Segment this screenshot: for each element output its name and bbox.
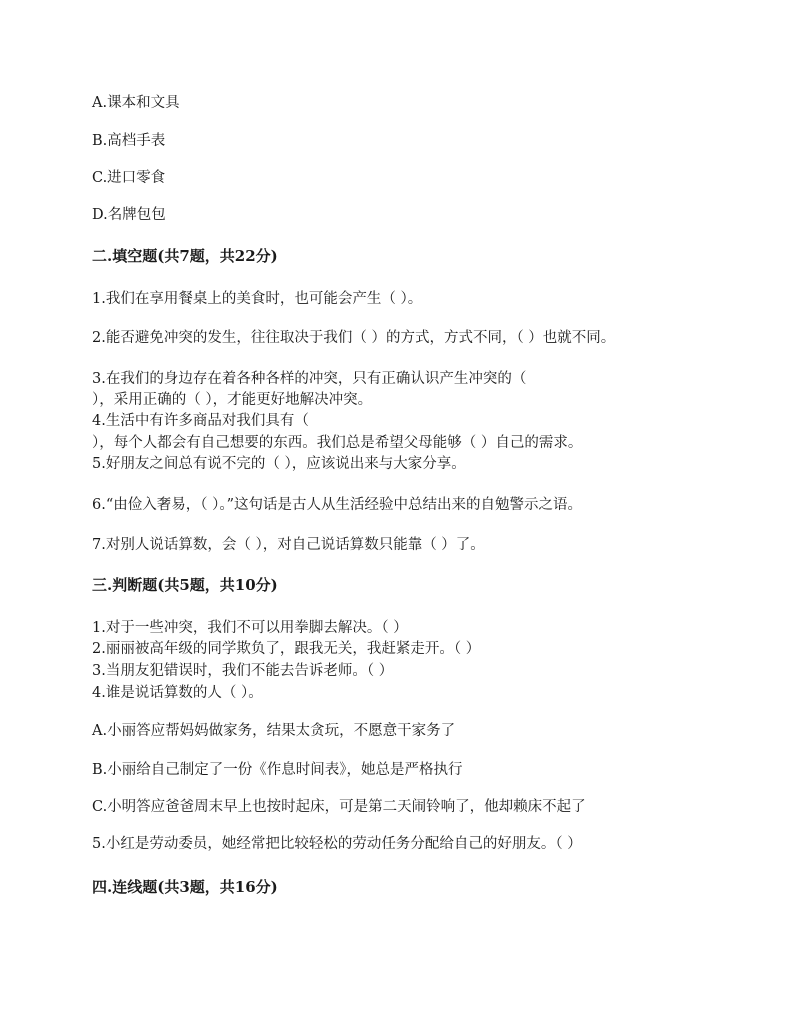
judge-question-5: 5.小红是劳动委员，她经常把比较轻松的劳动任务分配给自己的好朋友。（ ） xyxy=(92,836,582,852)
fill-question-7: 7.对别人说话算数，会（ ），对自己说话算数只能靠（ ）了。 xyxy=(92,537,485,553)
judge-question-4: 4.谁是说话算数的人（ ）。 xyxy=(92,685,263,701)
fill-question-1: 1.我们在享用餐桌上的美食时，也可能会产生（ ）。 xyxy=(92,291,423,307)
section-heading-fill: 二.填空题(共7题，共22分) xyxy=(92,247,278,265)
option-b: B.高档手表 xyxy=(92,133,166,149)
section-heading-match: 四.连线题(共3题，共16分) xyxy=(92,878,278,896)
fill-question-6: 6.“由俭入奢易，（ ）。”这句话是古人从生活经验中总结出来的自勉警示之语。 xyxy=(92,497,583,513)
option-d: D.名牌包包 xyxy=(92,207,166,223)
fill-question-4-line2: ），每个人都会有自己想要的东西。我们总是希望父母能够（ ）自己的需求。 xyxy=(92,435,583,451)
judge-option-c: C.小明答应爸爸周末早上也按时起床，可是第二天闹铃响了，他却赖床不起了 xyxy=(92,799,586,815)
fill-question-2: 2.能否避免冲突的发生，往往取决于我们（ ）的方式，方式不同，（ ）也就不同。 xyxy=(92,330,616,346)
judge-question-1: 1.对于一些冲突，我们不可以用拳脚去解决。（ ） xyxy=(92,620,408,636)
option-c: C.进口零食 xyxy=(92,170,166,186)
judge-question-3: 3.当朋友犯错误时，我们不能去告诉老师。（ ） xyxy=(92,663,394,679)
fill-question-5: 5.好朋友之间总有说不完的（ ），应该说出来与大家分享。 xyxy=(92,456,466,472)
judge-option-a: A.小丽答应帮妈妈做家务，结果太贪玩，不愿意干家务了 xyxy=(92,723,456,739)
option-a: A.课本和文具 xyxy=(92,95,180,111)
judge-question-2: 2.丽丽被高年级的同学欺负了，跟我无关，我赶紧走开。（ ） xyxy=(92,641,481,657)
fill-question-3-line1: 3.在我们的身边存在着各种各样的冲突，只有正确认识产生冲突的（ xyxy=(92,371,527,387)
section-heading-judge: 三.判断题(共5题，共10分) xyxy=(92,576,278,594)
fill-question-4-line1: 4.生活中有许多商品对我们具有（ xyxy=(92,413,309,429)
judge-option-b: B.小丽给自己制定了一份《作息时间表》，她总是严格执行 xyxy=(92,762,463,778)
fill-question-3-line2: ），采用正确的（ ），才能更好地解决冲突。 xyxy=(92,392,373,408)
